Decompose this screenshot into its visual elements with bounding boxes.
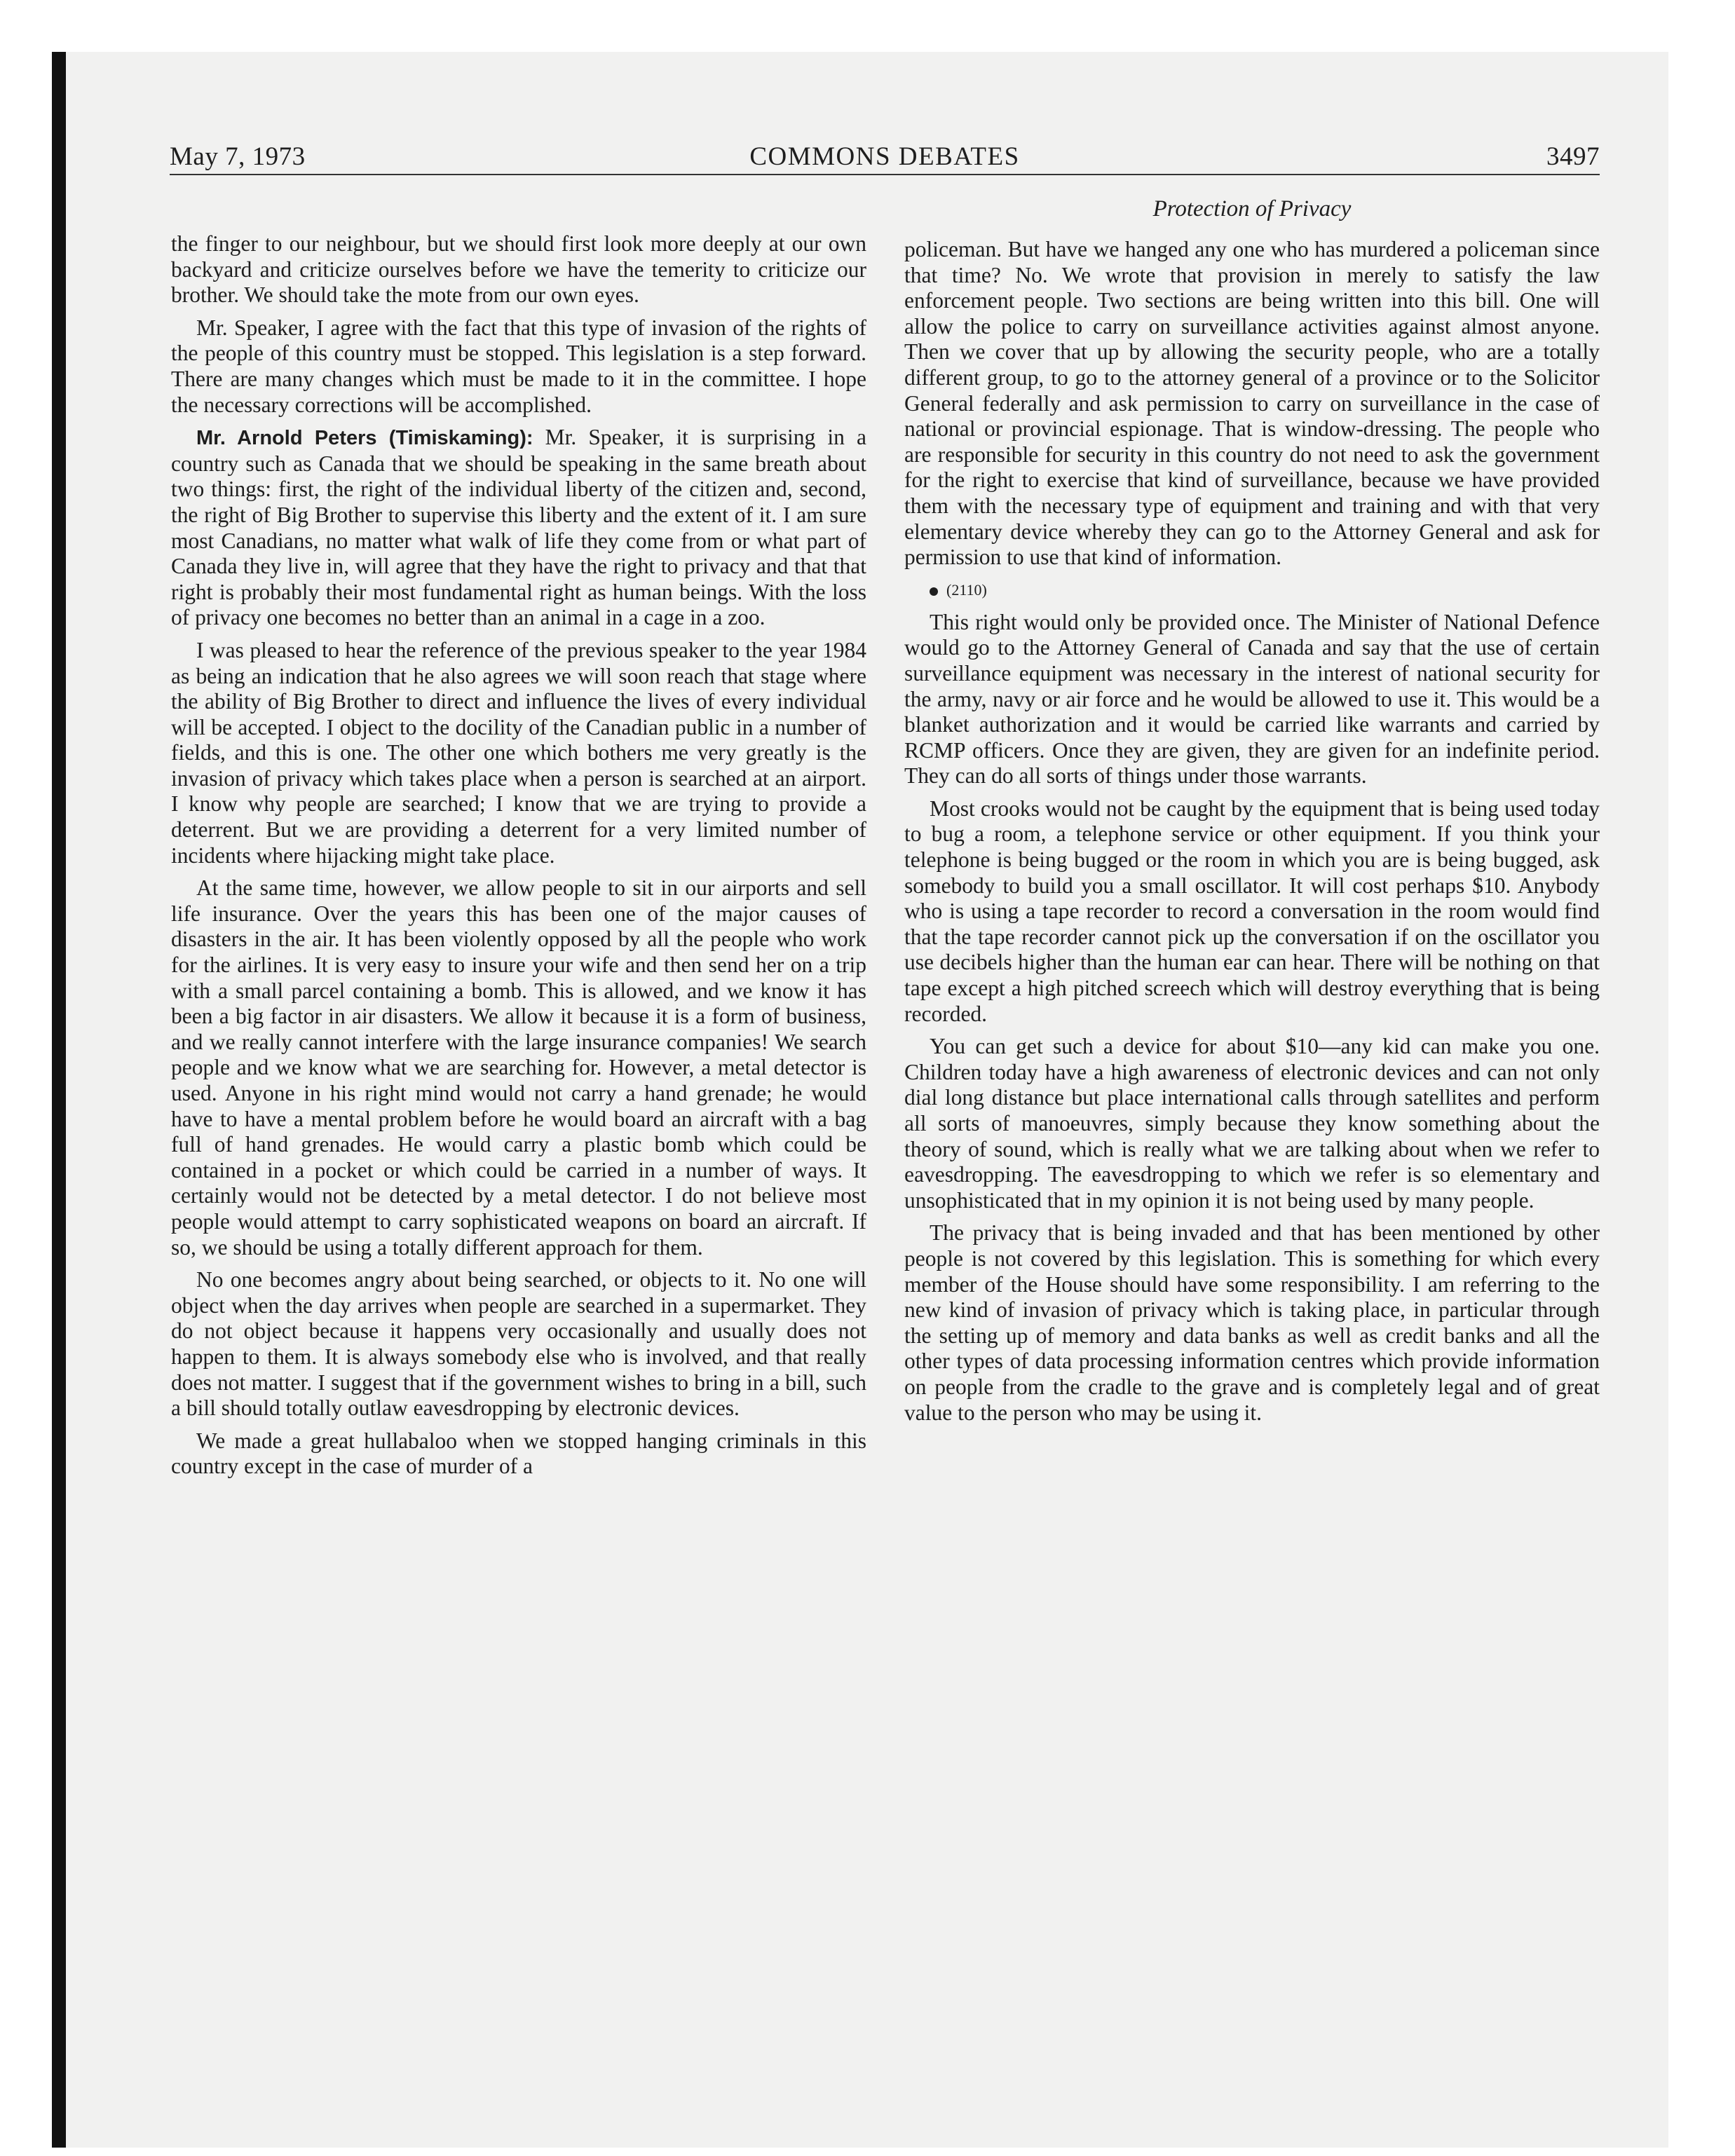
paragraph: No one becomes angry about being searched, or objects to it. No one will object when the day arrives when people are searched in a supermarket. They do not object because it happens very occasionally and usually does not happen to them. It is always somebody else who is involved, and that really does not matter. I suggest that if the government wishes to bring in a bill, such a bill should totally outlaw eavesdropping by electronic devices. <box>171 1267 866 1421</box>
paragraph: We made a great hullabaloo when we stopped hanging criminals in this country except in the case of murder of a <box>171 1428 866 1479</box>
paragraph: This right would only be provided once. The Minister of National Defence would go to the Attorney General of Canada and say that the use of certain surveillance equipment was necessary in the interest of national security for the army, navy or air force and he would be allowed to use it. This would be a blanket authorization and it would be carried like warrants and carried by RCMP officers. Once they are given, they are given for an indefinite period. They can do all sorts of things under those warrants. <box>904 609 1600 789</box>
paragraph: The privacy that is being invaded and that has been mentioned by other people is not covered by this legislation. This is something for which every member of the House should have some responsibility. I am referring to the new kind of invasion of privacy which is taking place, in particular through the setting up of memory and data banks as well as credit banks and all the other types of data processing information centres which provide information on people from the cradle to the grave and is completely legal and of great value to the person who may be using it. <box>904 1220 1600 1425</box>
header-page-number: 3497 <box>1546 142 1600 171</box>
paragraph: Most crooks would not be caught by the equipment that is being used today to bug a room, a telephone service or other equipment. If you think your telephone is being bugged or the room in which you are is being bugged, ask somebody to build you a small oscillator. It will cost perhaps $10. Anybody who is using a tape recorder to record a conversation in the room would find that the tape recorder cannot pick up the conversation if on the oscillator you use decibels higher than the human ear can hear. There will be nothing on that tape except a high pitched screech which will destroy everything that is being recorded. <box>904 796 1600 1026</box>
left-column <box>171 231 866 1487</box>
header-publication: COMMONS DEBATES <box>749 142 1020 171</box>
running-header <box>170 140 1600 175</box>
paragraph: policeman. But have we hanged any one who has murdered a policeman since that time? No. We wrote that provision in merely to satisfy the law enforcement people. Two sections are being written into this bill. One will allow the police to carry on surveillance activities against almost anyone. Then we cover that up by allowing the security people, who are a totally different group, to go to the attorney general of a province or to the Solicitor General federally and ask permission to carry on surveillance in the case of national or provincial espionage. That is window-dressing. The people who are responsible for security in this country do not need to ask the government for the right to exercise that kind of surveillance, because we have provided them with the necessary type of equipment and training and with that very elementary device whereby they can go to the Attorney General and ask for permission to use that kind of information. <box>904 237 1600 570</box>
paragraph: Mr. Speaker, I agree with the fact that this type of invasion of the rights of the people of this country must be stopped. This legislation is a step forward. There are many changes which must be made to it in the committee. I hope the necessary corrections will be accomplished. <box>171 315 866 417</box>
speech-paragraph <box>171 425 866 631</box>
scan-edge-shadow <box>52 52 66 2148</box>
section-title: Protection of Privacy <box>1152 196 1352 221</box>
paragraph: I was pleased to hear the reference of the previous speaker to the year 1984 as being an indication that he also agrees we will soon reach that stage where the ability of Big Brother to direct and influence the lives of every individual will be accepted. I object to the docility of the Canadian public in a number of fields, and this is one. The other one which bothers me very greatly is the invasion of privacy which takes place when a person is searched at an airport. I know why people are searched; I know that we are trying to provide a deterrent. But we are providing a deterrent for a very limited number of incidents where hijacking might take place. <box>171 637 866 868</box>
paragraph: You can get such a device for about $10—any kid can make you one. Children today have a high awareness of electronic devices and can not only dial long distance but place international calls through satellites and perform all sorts of manoeuvres, simply because they know something about the theory of sound, which is really what we are talking about when we refer to eavesdropping. The eavesdropping to which we refer is so elementary and unsophisticated that in my opinion it is not being used by many people. <box>904 1034 1600 1213</box>
header-date: May 7, 1973 <box>170 142 306 171</box>
right-column <box>904 237 1600 1433</box>
time-marker-label: (2110) <box>946 580 987 599</box>
paragraph: the finger to our neighbour, but we should first look more deeply at our own backyard and criticize ourselves before we have the temerity to criticize our brother. We should take the mote from our own eyes. <box>171 231 866 308</box>
time-marker <box>904 578 1600 603</box>
bullet-dot-icon <box>930 587 938 596</box>
paragraph: At the same time, however, we allow people to sit in our airports and sell life insurance. Over the years this has been one of the major causes of disasters in the air. It has been violently opposed by all the people who work for the airlines. It is very easy to insure your wife and then send her on a trip with a small parcel containing a bomb. This is allowed, and we know it has been a big factor in air disasters. We allow it because it is a form of business, and we really cannot interfere with the large insurance companies! We search people and we know what we are searching for. However, a metal detector is used. Anyone in his right mind would not carry a hand grenade; he would have to have a mental problem before he would board an aircraft with a bag full of hand grenades. He would carry a plastic bomb which could be contained in a pocket or which could be carried in a number of ways. It certainly would not be detected by a metal detector. I do not believe most people would attempt to carry sophisticated weapons on board an aircraft. If so, we should be using a totally different approach for them. <box>171 875 866 1260</box>
speaker-name: Mr. Arnold Peters (Timiskaming): <box>196 427 533 450</box>
speech-text: Mr. Speaker, it is surprising in a country such as Canada that we should be speaking in the same breath about two things: first, the right of the individual liberty of the citizen and, second, the right of Big Brother to supervise this liberty and the extent of it. I am sure most Canadians, no matter what walk of life they come from or what part of Canada they live in, will agree that they have the right to privacy and that that right is probably their most fundamental right as human beings. With the loss of privacy one becomes no better than an animal in a cage in a zoo. <box>171 425 866 630</box>
